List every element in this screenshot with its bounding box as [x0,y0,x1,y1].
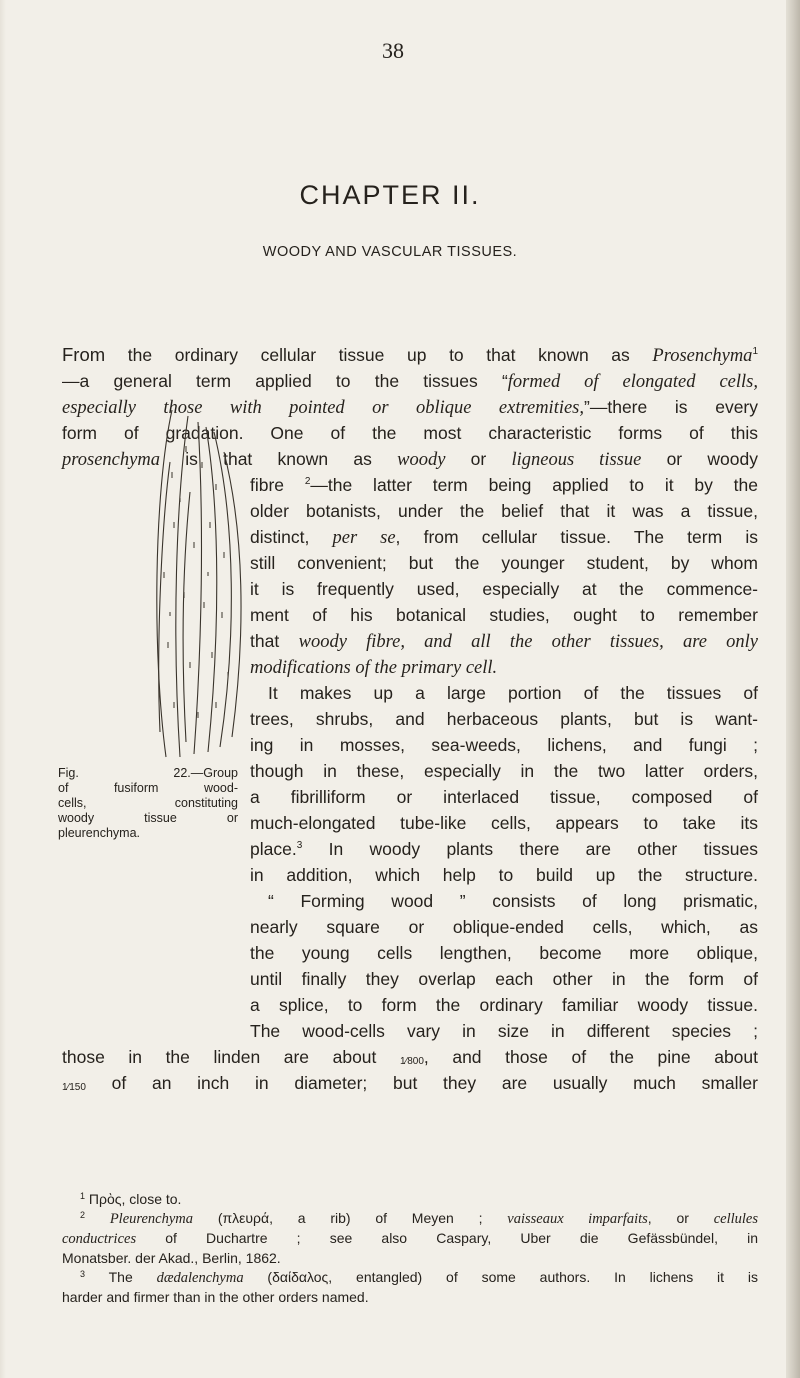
wood-cells-figure [150,402,245,762]
body-line-21: in addition, which help to build up the structure. [250,865,758,885]
footnote-3: $^3$ The dædalenchyma (δαίδαλος, entangled) of some authors. In lichens it is [80,1269,758,1286]
body-line-12: that woody fibre, and all the other tissues, are only [250,631,758,652]
body-line-24: the young cells lengthen, become more oblique, [250,943,758,963]
caption-line: woody tissue or [58,811,238,825]
body-line-6: fibre $^2$—the latter term being applied to it by the [250,475,759,495]
page-number: 38 [382,38,404,63]
page-left-shadow [0,0,6,1378]
body-line-16: ing in mosses, sea-weeds, lichens, and fungi ; [250,735,758,755]
body-line-5: prosenchyma is that known as woody or ligneous tissue or woody [62,449,758,470]
body-line-9: still convenient; but the younger student, by whom [250,553,758,573]
body-line-3: especially those with pointed or oblique extremities,”—there is every [62,397,758,418]
body-line-26: a splice, to form the ordinary familiar woody tissue. [250,995,758,1015]
footnote-2-cont: conductrices of Duchartre ; see also Caspary, Uber die Gefässbündel, in [62,1230,758,1247]
body-line-10: it is frequently used, especially at the commence- [250,579,758,599]
body-line-18: a fibrilliform or interlaced tissue, composed of [250,787,758,807]
caption-line: of fusiform wood- [58,781,238,795]
caption-line: pleurenchyma. [58,826,140,840]
body-line-7: older botanists, under the belief that it was a tissue, [250,501,758,521]
footnotes [62,1190,758,1307]
body-line-17: though in these, especially in the two latter orders, [250,761,758,781]
footnote-3-end: harder and firmer than in the other orders named. [62,1289,369,1305]
chapter-title: CHAPTER II. [299,180,481,210]
body-line-19: much-elongated tube-like cells, appears to take its [250,813,758,833]
body-line-28: those in the linden are about 1⁄800, and those of the pine about [62,1047,758,1067]
book-spine-edge [786,0,800,1378]
footnote-1: $^1$ Πρὸς, close to. [80,1191,182,1207]
footnote-2: $^2$ Pleurenchyma (πλευρά, a rib) of Meyen ; vaisseaux imparfaits, or cellules [80,1210,758,1227]
body-line-23: nearly square or oblique-ended cells, which, as [250,917,758,937]
body-line-2: —a general term applied to the tissues “formed of elongated cells, [62,371,758,392]
body-line-20: place.$^3$ In woody plants there are other tissues [250,839,758,859]
body-line-8: distinct, per se, from cellular tissue. The term is [250,527,758,548]
body-line-22: “ Forming wood ” consists of long prismatic, [268,891,758,911]
caption-line: cells, constituting [58,796,238,810]
chapter-subtitle: WOODY AND VASCULAR TISSUES. [262,244,518,260]
body-line-14: It makes up a large portion of the tissues of [268,683,758,703]
body-line-25: until finally they overlap each other in the form of [250,969,758,989]
body-line-29: 1⁄150 of an inch in diameter; but they are usually much smaller [62,1073,758,1093]
body-line-11: ment of his botanical studies, ought to remember [250,605,758,625]
figure-caption [58,766,238,841]
body-line-1: From the ordinary cellular tissue up to that known as Prosenchyma$^1$ [62,344,758,366]
body-line-15: trees, shrubs, and herbaceous plants, but is want- [250,709,758,729]
caption-line: Fig. 22.—Group [58,766,238,780]
footnote-2-end: Monatsber. der Akad., Berlin, 1862. [62,1250,281,1266]
body-line-13: modifications of the primary cell. [250,658,498,678]
body-line-27: The wood-cells vary in size in different species ; [250,1021,758,1041]
body-line-4: form of gradation. One of the most characteristic forms of this [62,423,758,443]
